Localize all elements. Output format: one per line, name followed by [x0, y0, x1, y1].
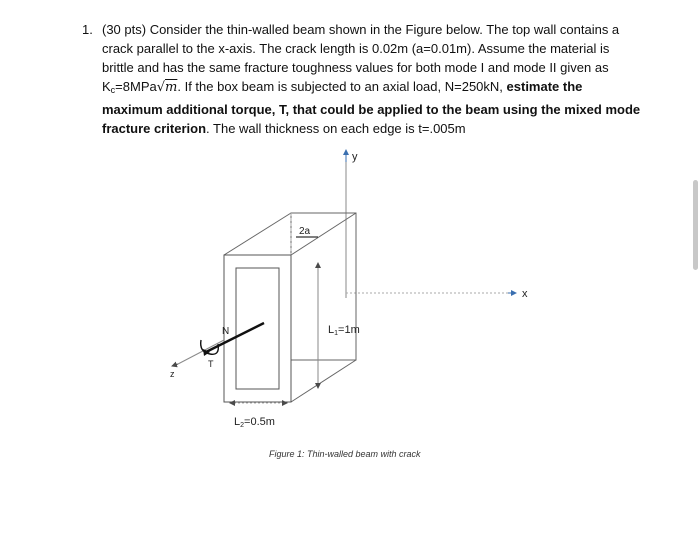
problem-text-4: . The wall thickness on each edge is t=.005m — [206, 121, 466, 136]
x-axis-label: x — [522, 288, 528, 300]
problem-text-3: . If the box beam is subjected to an axial load, N=250kN, — [177, 79, 507, 94]
l1-label — [328, 324, 360, 337]
l1-prefix: L — [328, 324, 335, 336]
sqrt-symbol: √ — [156, 80, 166, 95]
problem-number: 1. — [82, 22, 93, 37]
l2-prefix: L — [234, 416, 241, 428]
beam-front-face-inner — [236, 268, 279, 389]
axial-load-label: N — [222, 326, 230, 337]
torque-label: T — [208, 359, 214, 369]
y-axis-label: y — [352, 151, 358, 163]
z-axis-label: z — [170, 369, 175, 379]
beam-edge-bottom-right — [291, 360, 356, 402]
l1-subscript: 1 — [334, 330, 339, 337]
l2-label — [234, 416, 275, 429]
l2-suffix: =0.5m — [244, 416, 275, 428]
kc-subscript: c — [110, 85, 116, 95]
z-axis-arrow — [172, 364, 178, 366]
problem-text-1: Consider the thin-walled beam shown in the Figure below. The top wall contains a crack parallel to the x-axis. The crack length is 0.02m (a=0.01m). Assume the material is brittle and has the same fracture toughness values for both mode I and mode II given as K — [102, 22, 620, 94]
scrollbar-thumb[interactable] — [693, 180, 698, 270]
l1-suffix: =1m — [338, 324, 360, 336]
beam-edge-top-left — [224, 213, 291, 255]
problem-points: (30 pts) — [102, 22, 147, 37]
problem-bold-task: estimate the maximum additional torque, T, that could be applied to the beam using the mixed mode fracture criterion — [102, 79, 641, 136]
sqrt-argument: m — [165, 80, 178, 95]
l1-arrow-top — [315, 262, 321, 268]
problem-text-2: =8MPa — [115, 79, 157, 94]
crack-label: 2a — [299, 226, 311, 237]
l2-subscript: 2 — [240, 422, 245, 429]
figure-caption: Figure 1: Thin-walled beam with crack — [269, 449, 421, 459]
